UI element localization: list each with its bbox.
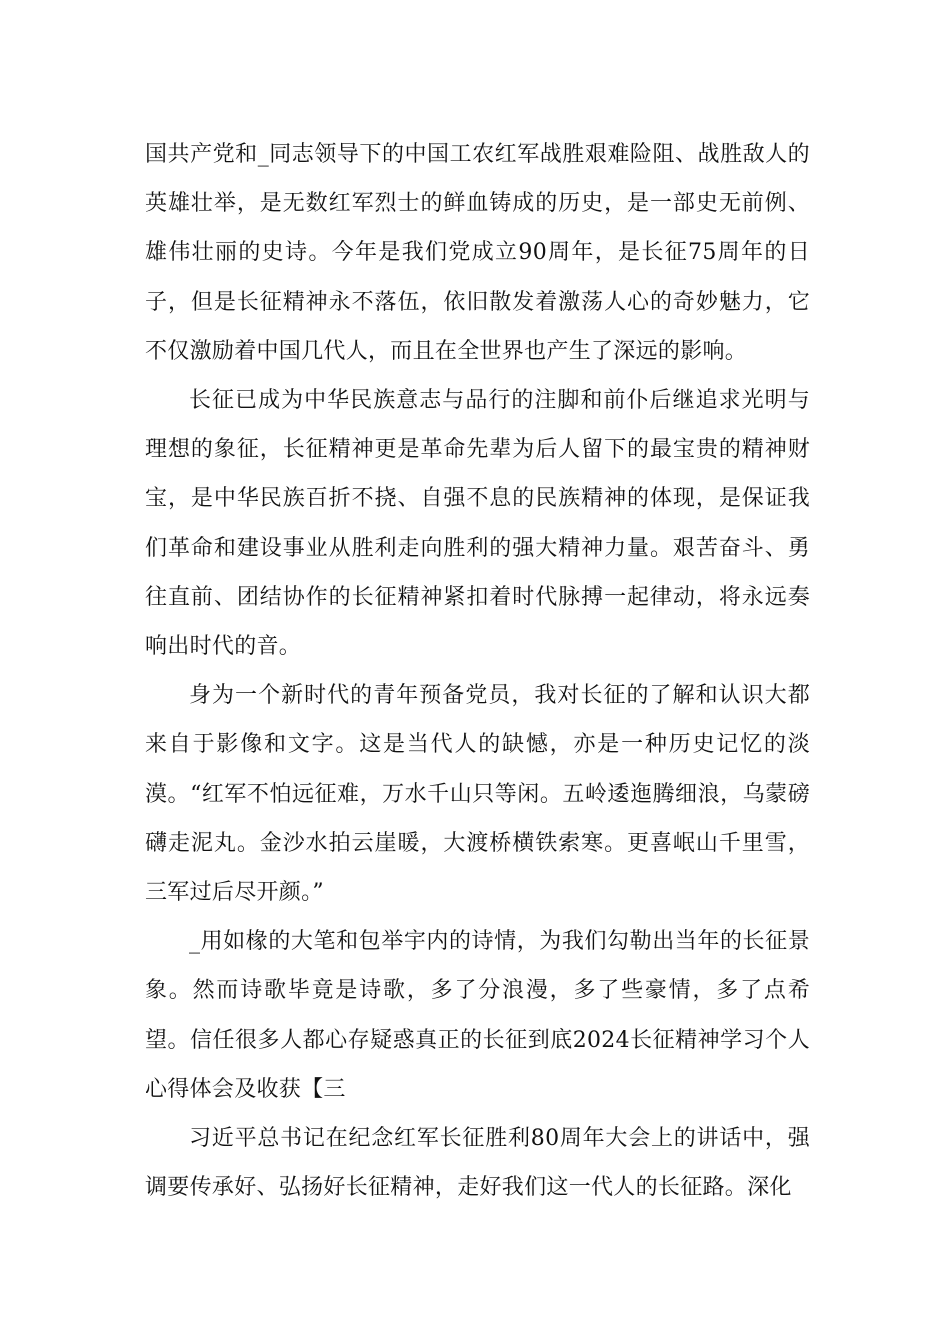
paragraph-5: 习近平总书记在纪念红军长征胜利80周年大会上的讲话中，强调要传承好、弘扬好长征精神，走好我们这一代人的长征路。深化 (145, 1126, 810, 1201)
paragraph-4: _用如椽的大笔和包举宇内的诗情，为我们勾勒出当年的长征景象。然而诗歌毕竟是诗歌，多了分浪漫，多了些豪情，多了点希望。信任很多人都心存疑惑真正的长征到底2024长征精神学习个人心得体会及收获【三 (145, 929, 810, 1102)
paragraph-1: 国共产党和_同志领导下的中国工农红军战胜艰难险阻、战胜敌人的英雄壮举，是无数红军烈士的鲜血铸成的历史，是一部史无前例、雄伟壮丽的史诗。今年是我们党成立90周年，是长征75周年的日子，但是长征精神永不落伍，依旧散发着激荡人心的奇妙魅力，它不仅激励着中国几代人，而且在全世界也产生了深远的影响。 (145, 142, 810, 364)
paragraph-3: 身为一个新时代的青年预备党员，我对长征的了解和认识大都来自于影像和文字。这是当代人的缺憾，亦是一种历史记忆的淡漠。“红军不怕远征难，万水千山只等闲。五岭逶迤腾细浪，乌蒙磅礴走泥丸。金沙水拍云崖暖，大渡桥横铁索寒。更喜岷山千里雪，三军过后尽开颜。” (145, 683, 810, 906)
paragraph-2: 长征已成为中华民族意志与品行的注脚和前仆后继追求光明与理想的象征，长征精神更是革命先辈为后人留下的最宝贵的精神财宝，是中华民族百折不挠、自强不息的民族精神的体现，是保证我们革命和建设事业从胜利走向胜利的强大精神力量。艰苦奋斗、勇往直前、团结协作的长征精神紧扣着时代脉搏一起律动，将永远奏响出时代的音。 (145, 388, 810, 660)
document-body (145, 130, 810, 1212)
